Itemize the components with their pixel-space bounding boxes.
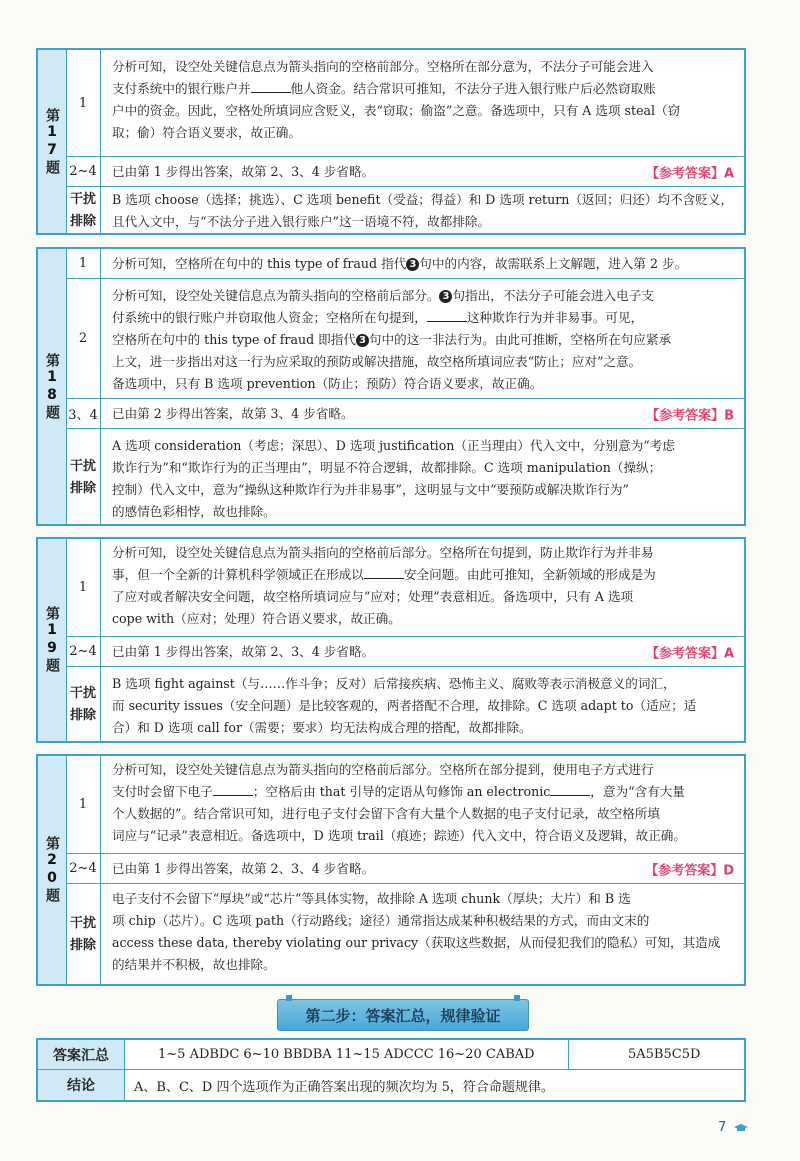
step-number: 1 bbox=[66, 756, 101, 853]
step-row bbox=[66, 249, 744, 279]
circled-number-3: 3 bbox=[356, 334, 369, 347]
reference-answer: 【参考答案】A bbox=[645, 646, 734, 661]
step-row bbox=[66, 157, 744, 187]
step-row bbox=[66, 854, 744, 884]
question-18-block bbox=[36, 247, 746, 526]
step-text: 分析可知，设空处关键信息点为箭头指向的空格前后部分。空格所在句提到，防止欺诈行为并非易 事，但一个全新的计算机科学领域正在形成以 安全问题。由此可推知，全新领域的形成是为 了应对或者解决安全问题，故空格所填词应与“应对；处理”表意相近。备选项中，只有 A 选项 cope with（应对；处理）符合语义要求，故正确。 bbox=[112, 545, 656, 626]
circled-number-3: 3 bbox=[439, 290, 452, 303]
question-19-block bbox=[36, 537, 746, 743]
summary-row bbox=[38, 1040, 744, 1070]
step-row bbox=[66, 279, 744, 399]
step-row bbox=[66, 399, 744, 429]
distractor-row bbox=[66, 884, 744, 986]
step-row bbox=[66, 637, 744, 667]
step-number: 3、4 bbox=[66, 399, 101, 428]
step-text: 已由第 2 步得出答案，故第 3、4 步省略。 bbox=[112, 406, 354, 421]
distractor-label: 干扰排除 bbox=[66, 667, 101, 743]
step-text: 已由第 1 步得出答案，故第 2、3、4 步省略。 bbox=[112, 861, 375, 876]
circled-number-3: 3 bbox=[406, 258, 419, 271]
distractor-label: 干扰排除 bbox=[66, 884, 101, 986]
question-20-label: 第20题 bbox=[38, 756, 67, 984]
distractor-text: A 选项 consideration（考虑；深思）、D 选项 justification（正当理由）代入文中，分别意为“考虑 欺诈行为”和“欺诈行为的正当理由”，明显不符合逻辑，故都排除。C 选项 manipulation（操纵； 控制）代入文中，意为“操纵这种欺诈行为并非易事”，这明显与文中“要预防或解决欺诈行为” 的感情色彩相悖，故也排除。 bbox=[112, 438, 675, 519]
distractor-row bbox=[66, 187, 744, 235]
reference-answer: 【参考答案】D bbox=[645, 863, 734, 878]
step-text: 已由第 1 步得出答案，故第 2、3、4 步省略。 bbox=[112, 644, 375, 659]
answers-list: 1~5 ADBDC 6~10 BBDBA 11~15 ADCCC 16~20 CABAD bbox=[158, 1047, 535, 1062]
step-row bbox=[66, 50, 744, 157]
distractor-row bbox=[66, 429, 744, 526]
reference-answer: 【参考答案】B bbox=[646, 408, 734, 423]
step-row bbox=[66, 756, 744, 854]
answer-count: 5A5B5C5D bbox=[628, 1047, 701, 1062]
step-number: 1 bbox=[66, 50, 101, 156]
step-number: 2 bbox=[66, 279, 101, 398]
graduation-cap-icon bbox=[734, 1124, 748, 1132]
step-text: 已由第 1 步得出答案，故第 2、3、4 步省略。 bbox=[112, 164, 375, 179]
step-text: 分析可知，空格所在句中的 this type of fraud 指代 3 句中的内容，故需联系上文解题，进入第 2 步。 bbox=[112, 256, 688, 271]
page-number: 7 bbox=[718, 1120, 727, 1135]
distractor-label: 干扰排除 bbox=[66, 187, 101, 235]
step-number: 1 bbox=[66, 249, 101, 278]
answer-summary-table bbox=[36, 1038, 746, 1102]
distractor-text: B 选项 fight against（与……作斗争；反对）后常接疾病、恐怖主义、腐败等表示消极意义的词汇， 而 security issues（安全问题）是比较客观的，两者搭配不合理，故排除。C 选项 adapt to（适应；适 合）和 D 选项 call for（需要；要求）均无法构成合理的搭配，故都排除。 bbox=[112, 676, 697, 735]
conclusion-row bbox=[38, 1070, 744, 1100]
question-18-label: 第18题 bbox=[38, 249, 67, 524]
step-two-title: 第二步：答案汇总，规律验证 bbox=[277, 999, 529, 1031]
step-row bbox=[66, 539, 744, 637]
distractor-label: 干扰排除 bbox=[66, 429, 101, 526]
question-17-label: 第17题 bbox=[38, 50, 67, 233]
question-20-block bbox=[36, 754, 746, 986]
step-text: 分析可知，设空处关键信息点为箭头指向的空格前后部分。 3 句指出，不法分子可能会进入电子支 付系统中的银行账户并窃取他人资金；空格所在句提到， 这种欺诈行为并非易事。可见， 空格所在句中的 this type of fraud 即指代 3 句中的这一非法行为。由此可推断，空格所在句应紧承 上文，进一步指出对这一行为应采取的预防或解决措施，故空格所填词应表“防止；应对”之意。 备选项中，只有 B 选项 prevention（防止；预防）符合语义要求，故正确。 bbox=[112, 288, 672, 391]
question-17-block bbox=[36, 48, 746, 235]
step-number: 2~4 bbox=[66, 854, 101, 883]
distractor-text: 电子支付不会留下“厚块”或“芯片”等具体实物，故排除 A 选项 chunk（厚块；大片）和 B 选 项 chip（芯片）。C 选项 path（行动路线；途径）通常指达成某种积极结果的方式，而由文末的 access these data, thereby violating our privacy（获取这些数据，从而侵犯我们的隐私）可知，其造成 的结果并不积极，故也排除。 bbox=[112, 891, 721, 972]
conclusion-header: 结论 bbox=[38, 1070, 125, 1100]
question-19-label: 第19题 bbox=[38, 539, 67, 741]
conclusion-text: A、B、C、D 四个选项作为正确答案出现的频次均为 5，符合命题规律。 bbox=[134, 1079, 554, 1095]
reference-answer: 【参考答案】A bbox=[645, 166, 734, 181]
step-number: 1 bbox=[66, 539, 101, 636]
step-text: 分析可知，设空处关键信息点为箭头指向的空格前部分。空格所在部分意为，不法分子可能会进入 支付系统中的银行账户并 他人资金。结合常识可推知，不法分子进入银行账户后必然窃取账 户中的资金。因此，空格处所填词应含贬义，表“窃取；偷盗”之意。备选项中，只有 A 选项 steal（窃 取；偷）符合语义要求，故正确。 bbox=[112, 59, 681, 140]
step-number: 2~4 bbox=[66, 637, 101, 666]
distractor-text: B 选项 choose（选择；挑选）、C 选项 benefit（受益；得益）和 D 选项 return（返回；归还）均不含贬义， 且代入文中，与“不法分子进入银行账户”这一语境不符，故都排除。 bbox=[112, 192, 734, 229]
distractor-row bbox=[66, 667, 744, 743]
step-text: 分析可知，设空处关键信息点为箭头指向的空格前后部分。空格所在部分提到，使用电子方式进行 支付时会留下电子 ；空格后由 that 引导的定语从句修饰 an electronic ，意为“含有大量 个人数据的”。结合常识可知，进行电子支付会留下含有大量个人数据的电子支付记录，故空格所填 词应与“记录”表意相近。备选项中，D 选项 trail（痕迹；踪迹）代入文中，符合语义及逻辑，故正确。 bbox=[112, 762, 686, 843]
summary-header: 答案汇总 bbox=[38, 1040, 125, 1069]
step-number: 2~4 bbox=[66, 157, 101, 186]
